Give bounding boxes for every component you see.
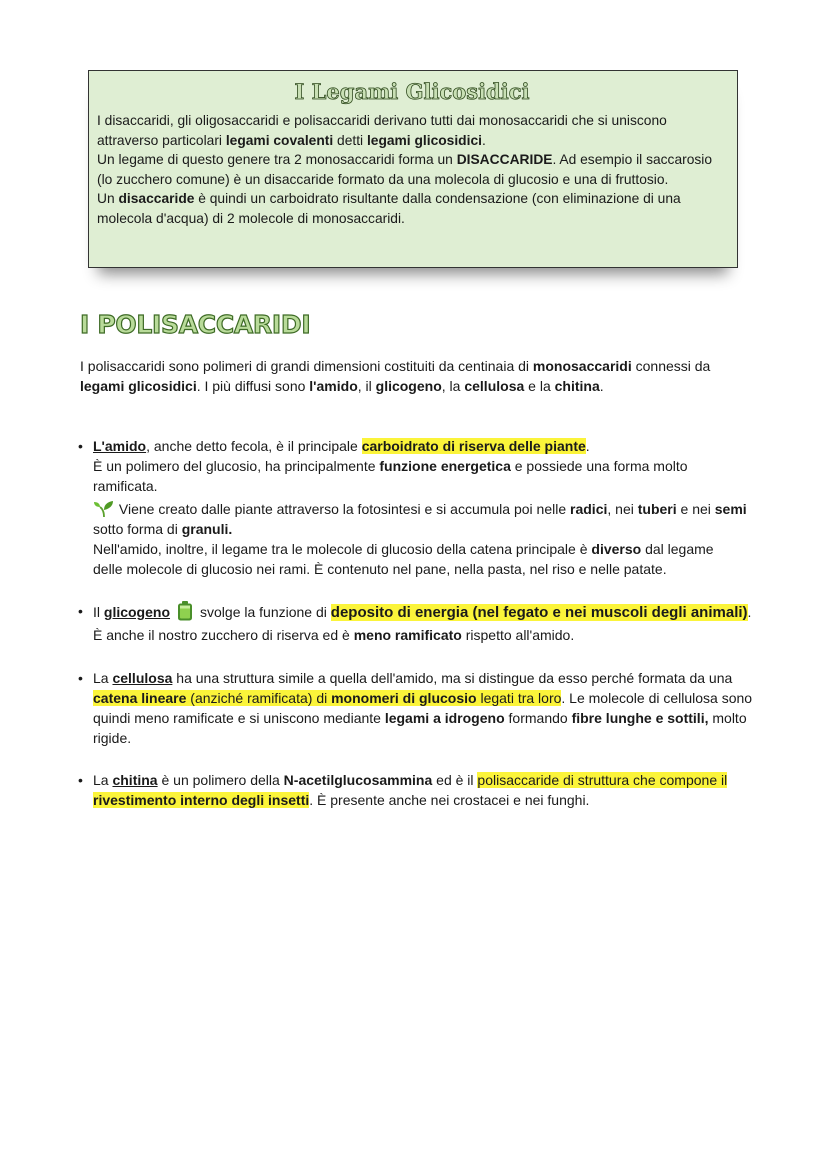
box-title: I Legami Glicosidici bbox=[294, 79, 530, 104]
text: , nei bbox=[607, 501, 638, 517]
term-chitina: chitina bbox=[112, 772, 158, 788]
bold-text: tuberi bbox=[637, 501, 677, 517]
list-item-amido bbox=[78, 436, 758, 579]
list-item-chitina bbox=[78, 770, 758, 810]
bullet-dot: • bbox=[78, 438, 83, 454]
text: . Ad esempio il saccarosio (lo zucchero comune) è un disaccaride formato da una molecola di glucosio e una di fruttosio. bbox=[97, 152, 713, 187]
text: e la bbox=[524, 378, 555, 394]
text: rispetto all'amido. bbox=[461, 627, 575, 643]
battery-icon bbox=[176, 601, 194, 621]
bold-text: meno ramificato bbox=[353, 627, 462, 643]
text: Un legame di questo genere tra 2 monosaccaridi forma un bbox=[97, 152, 457, 168]
text: Il bbox=[93, 604, 104, 620]
text: Viene creato dalle piante attraverso la fotosintesi e si accumula poi nelle bbox=[115, 501, 571, 517]
intro-paragraph bbox=[80, 356, 740, 396]
text: è quindi un carboidrato risultante dalla condensazione (con eliminazione di una molecola d'acqua) di 2 molecole di monosaccaridi. bbox=[97, 191, 681, 226]
text: , anche detto fecola, è il principale bbox=[146, 438, 362, 454]
box-paragraph-1 bbox=[97, 111, 727, 150]
text: sotto forma di bbox=[93, 521, 182, 537]
text: La bbox=[93, 670, 113, 686]
text: È un polimero del glucosio, ha principalmente bbox=[93, 458, 380, 474]
bold-text: legami covalenti bbox=[225, 132, 334, 148]
text: . È anche il nostro zucchero di riserva ed è bbox=[93, 604, 752, 643]
text: . bbox=[599, 378, 604, 394]
term-glicogeno: glicogeno bbox=[103, 604, 171, 620]
text: La bbox=[93, 772, 113, 788]
text: . I più diffusi sono bbox=[196, 378, 310, 394]
term-cellulosa: cellulosa bbox=[112, 670, 173, 686]
text: è un polimero della bbox=[157, 772, 284, 788]
text: Nell'amido, inoltre, il legame tra le molecole di glucosio della catena principale è bbox=[93, 541, 592, 557]
text: detti bbox=[333, 132, 367, 148]
bold-text: legami glicosidici bbox=[366, 132, 482, 148]
bullet-list bbox=[78, 436, 758, 810]
text: , la bbox=[441, 378, 465, 394]
bold-text: legami glicosidici bbox=[80, 378, 197, 394]
text: I disaccaridi, gli oligosaccaridi e polisaccaridi derivano tutti dai monosaccaridi che si uniscono attraverso particolari bbox=[97, 113, 667, 148]
text: . È presente anche nei crostacei e nei funghi. bbox=[309, 792, 590, 808]
term-amido: L'amido bbox=[93, 438, 147, 454]
sprout-icon bbox=[93, 499, 115, 517]
bold-text: fibre lunghe e sottili, bbox=[571, 710, 709, 726]
bold-text: diverso bbox=[591, 541, 642, 557]
text: , il bbox=[357, 378, 376, 394]
section-heading: I POLISACCARIDI bbox=[80, 310, 311, 339]
list-item-glicogeno bbox=[78, 601, 753, 646]
highlight-text: deposito di energia (nel fegato e nei muscoli degli animali) bbox=[330, 604, 748, 621]
bold-text: glicogeno bbox=[375, 378, 442, 394]
list-item-cellulosa bbox=[78, 668, 758, 748]
highlight-text: rivestimento interno degli insetti bbox=[93, 792, 310, 808]
text: e nei bbox=[676, 501, 715, 517]
bold-text: N-acetilglucosammina bbox=[283, 772, 433, 788]
bold-text: cellulosa bbox=[464, 378, 525, 394]
text: . bbox=[585, 438, 590, 454]
text: svolge la funzione di bbox=[200, 604, 331, 620]
highlight-text: monomeri di glucosio bbox=[331, 690, 477, 706]
highlight-text: catena lineare bbox=[93, 690, 187, 706]
bold-text: radici bbox=[570, 501, 608, 517]
highlight-text: carboidrato di riserva delle piante bbox=[361, 438, 586, 454]
text: dal legame delle molecole di glucosio nei rami. È contenuto nel pane, nella pasta, nel riso e nelle patate. bbox=[93, 541, 714, 577]
text: . Le molecole di cellulosa sono quindi meno ramificate e si uniscono mediante bbox=[93, 690, 753, 726]
text: ed è il bbox=[432, 772, 478, 788]
bold-text: chitina bbox=[554, 378, 600, 394]
text: molto rigide. bbox=[93, 710, 747, 746]
box-paragraph-3 bbox=[97, 189, 727, 228]
bullet-dot: • bbox=[78, 670, 83, 686]
text: Un bbox=[97, 191, 119, 207]
text: ha una struttura simile a quella dell'amido, ma si distingue da esso perché formata da una bbox=[172, 670, 733, 686]
text: connessi da bbox=[631, 358, 711, 374]
bold-text: funzione energetica bbox=[379, 458, 511, 474]
box-paragraph-2 bbox=[97, 150, 727, 189]
bold-text: legami a idrogeno bbox=[384, 710, 505, 726]
text: . bbox=[481, 132, 486, 148]
text: I polisaccaridi sono polimeri di grandi dimensioni costituiti da centinaia di bbox=[80, 358, 533, 374]
text: e possiede una forma molto ramificata. bbox=[93, 458, 688, 494]
bullet-dot: • bbox=[78, 603, 83, 619]
text: formando bbox=[504, 710, 572, 726]
highlight-text: (anziché ramificata) di bbox=[186, 690, 332, 706]
bold-text: disaccaride bbox=[118, 191, 195, 207]
highlight-text: legati tra loro bbox=[476, 690, 562, 706]
bold-text: monosaccaridi bbox=[532, 358, 632, 374]
bold-text: DISACCARIDE bbox=[456, 152, 553, 168]
highlight-text: polisaccaride di struttura che compone il bbox=[477, 772, 728, 788]
bullet-dot: • bbox=[78, 772, 83, 788]
bold-text: l'amido bbox=[309, 378, 358, 394]
bold-text: semi bbox=[714, 501, 747, 517]
bold-text: granuli. bbox=[181, 521, 233, 537]
info-box bbox=[88, 70, 738, 268]
